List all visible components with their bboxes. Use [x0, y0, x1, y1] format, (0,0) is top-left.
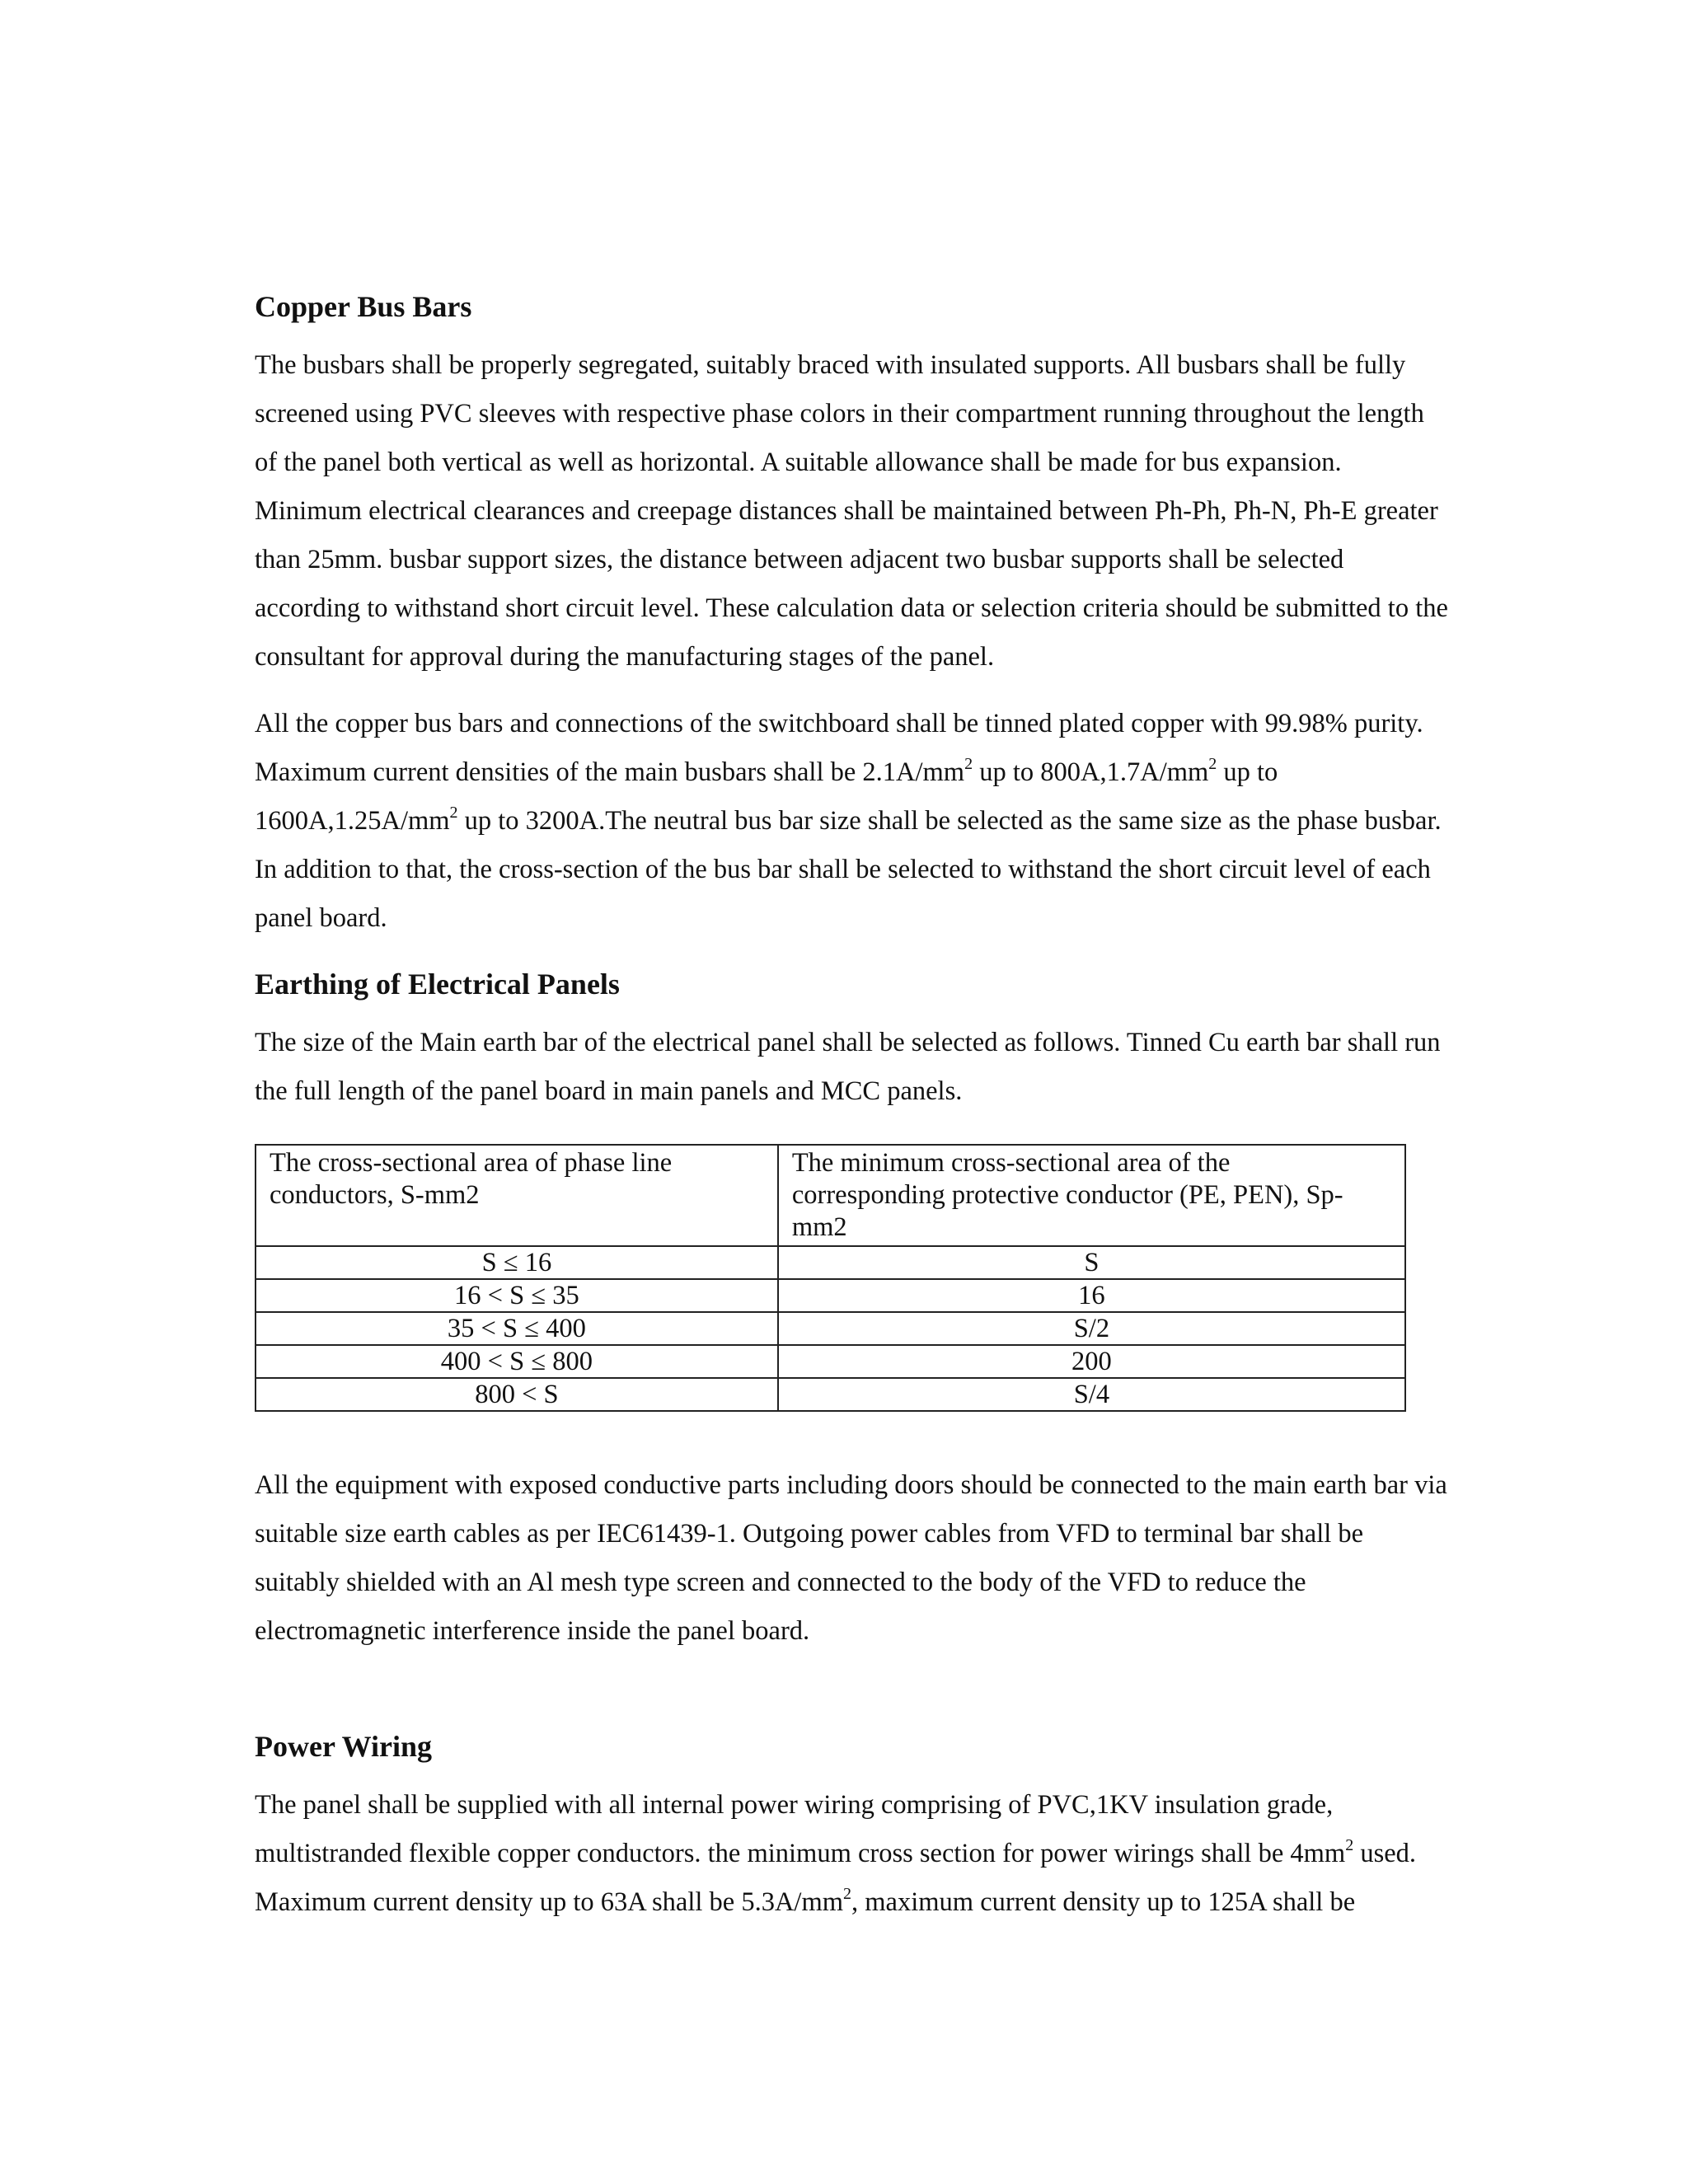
superscript: 2 — [964, 755, 973, 773]
text-line: electromagnetic interference inside the panel board. — [255, 1616, 810, 1646]
header-line: mm2 — [791, 1212, 847, 1242]
table-row — [256, 1312, 1405, 1345]
text-fragment: up to — [1217, 757, 1278, 787]
table-cell: 16 — [778, 1279, 1405, 1312]
table-cell: 400 < S ≤ 800 — [256, 1345, 778, 1378]
text-line: according to withstand short circuit level. These calculation data or selection criteria should be submitted to the — [255, 593, 1448, 623]
text-fragment: up to 800A,1.7A/mm — [973, 757, 1209, 787]
text-line — [255, 797, 1516, 846]
superscript: 2 — [843, 1885, 852, 1903]
text-line — [255, 1830, 1516, 1878]
text-line: the full length of the panel board in main panels and MCC panels. — [255, 1076, 963, 1106]
text-line: In addition to that, the cross-section of the bus bar shall be selected to withstand the short circuit level of each — [255, 855, 1431, 884]
text-line — [255, 748, 1516, 797]
header-line: corresponding protective conductor (PE, PEN), Sp- — [791, 1180, 1343, 1210]
earth-conductor-table — [255, 1144, 1406, 1412]
section-heading-power-wiring: Power Wiring — [255, 1730, 432, 1763]
table-header-row — [256, 1145, 1405, 1246]
text-line: of the panel both vertical as well as horizontal. A suitable allowance shall be made for bus expansion. — [255, 448, 1342, 477]
text-line: panel board. — [255, 903, 387, 933]
text-fragment: 1600A,1.25A/mm — [255, 806, 450, 836]
table-cell: 16 < S ≤ 35 — [256, 1279, 778, 1312]
earthing-equipment-paragraph — [255, 1461, 1516, 1656]
table-header-cell — [256, 1145, 778, 1246]
text-fragment: up to 3200A.The neutral bus bar size shall be selected as the same size as the phase busbar. — [457, 806, 1442, 836]
table-cell: 800 < S — [256, 1378, 778, 1411]
table-header-cell — [778, 1145, 1405, 1246]
table-cell: S/2 — [778, 1312, 1405, 1345]
text-line: suitably shielded with an Al mesh type screen and connected to the body of the VFD to reduce the — [255, 1568, 1306, 1597]
table-cell: S/4 — [778, 1378, 1405, 1411]
earthing-intro-paragraph — [255, 1019, 1516, 1116]
section-heading-copper-bus-bars: Copper Bus Bars — [255, 290, 472, 323]
table-cell: 35 < S ≤ 400 — [256, 1312, 778, 1345]
superscript: 2 — [1208, 755, 1217, 773]
table-row — [256, 1279, 1405, 1312]
text-line: suitable size earth cables as per IEC61439-1. Outgoing power cables from VFD to terminal bar shall be — [255, 1519, 1364, 1549]
superscript: 2 — [1345, 1836, 1354, 1854]
text-line: screened using PVC sleeves with respective phase colors in their compartment running throughout the length — [255, 399, 1424, 429]
header-line: The cross-sectional area of phase line — [270, 1148, 673, 1178]
header-line: conductors, S-mm2 — [270, 1180, 480, 1210]
text-line — [255, 1878, 1516, 1927]
text-line: The size of the Main earth bar of the electrical panel shall be selected as follows. Tinned Cu earth bar shall run — [255, 1028, 1441, 1057]
text-line: The busbars shall be properly segregated, suitably braced with insulated supports. All busbars shall be fully — [255, 350, 1406, 380]
text-line: Minimum electrical clearances and creepage distances shall be maintained between Ph-Ph, Ph-N, Ph-E greater — [255, 496, 1438, 526]
text-line: All the copper bus bars and connections of the switchboard shall be tinned plated copper with 99.98% purity. — [255, 709, 1423, 738]
header-line: The minimum cross-sectional area of the — [791, 1148, 1231, 1178]
text-fragment: Maximum current density up to 63A shall be 5.3A/mm — [255, 1887, 844, 1917]
busbar-paragraph-2 — [255, 700, 1516, 943]
busbar-paragraph-1 — [255, 341, 1516, 682]
text-fragment: used. — [1353, 1839, 1417, 1868]
text-fragment: multistranded flexible copper conductors. the minimum cross section for power wirings shall be 4mm — [255, 1839, 1346, 1868]
table-cell: S ≤ 16 — [256, 1246, 778, 1279]
table-cell: 200 — [778, 1345, 1405, 1378]
superscript: 2 — [449, 804, 458, 822]
table-row — [256, 1378, 1405, 1411]
table-cell: S — [778, 1246, 1405, 1279]
document-page — [255, 288, 1516, 1927]
table-row — [256, 1345, 1405, 1378]
text-line: than 25mm. busbar support sizes, the distance between adjacent two busbar supports shall be selected — [255, 545, 1344, 574]
text-fragment: , maximum current density up to 125A shall be — [851, 1887, 1356, 1917]
text-fragment: Maximum current densities of the main busbars shall be 2.1A/mm — [255, 757, 965, 787]
power-wiring-paragraph — [255, 1781, 1516, 1927]
text-line: The panel shall be supplied with all internal power wiring comprising of PVC,1KV insulation grade, — [255, 1790, 1334, 1820]
table-row — [256, 1246, 1405, 1279]
text-line: consultant for approval during the manufacturing stages of the panel. — [255, 642, 995, 672]
section-heading-earthing: Earthing of Electrical Panels — [255, 968, 620, 1001]
text-line: All the equipment with exposed conductive parts including doors should be connected to the main earth bar via — [255, 1470, 1447, 1500]
